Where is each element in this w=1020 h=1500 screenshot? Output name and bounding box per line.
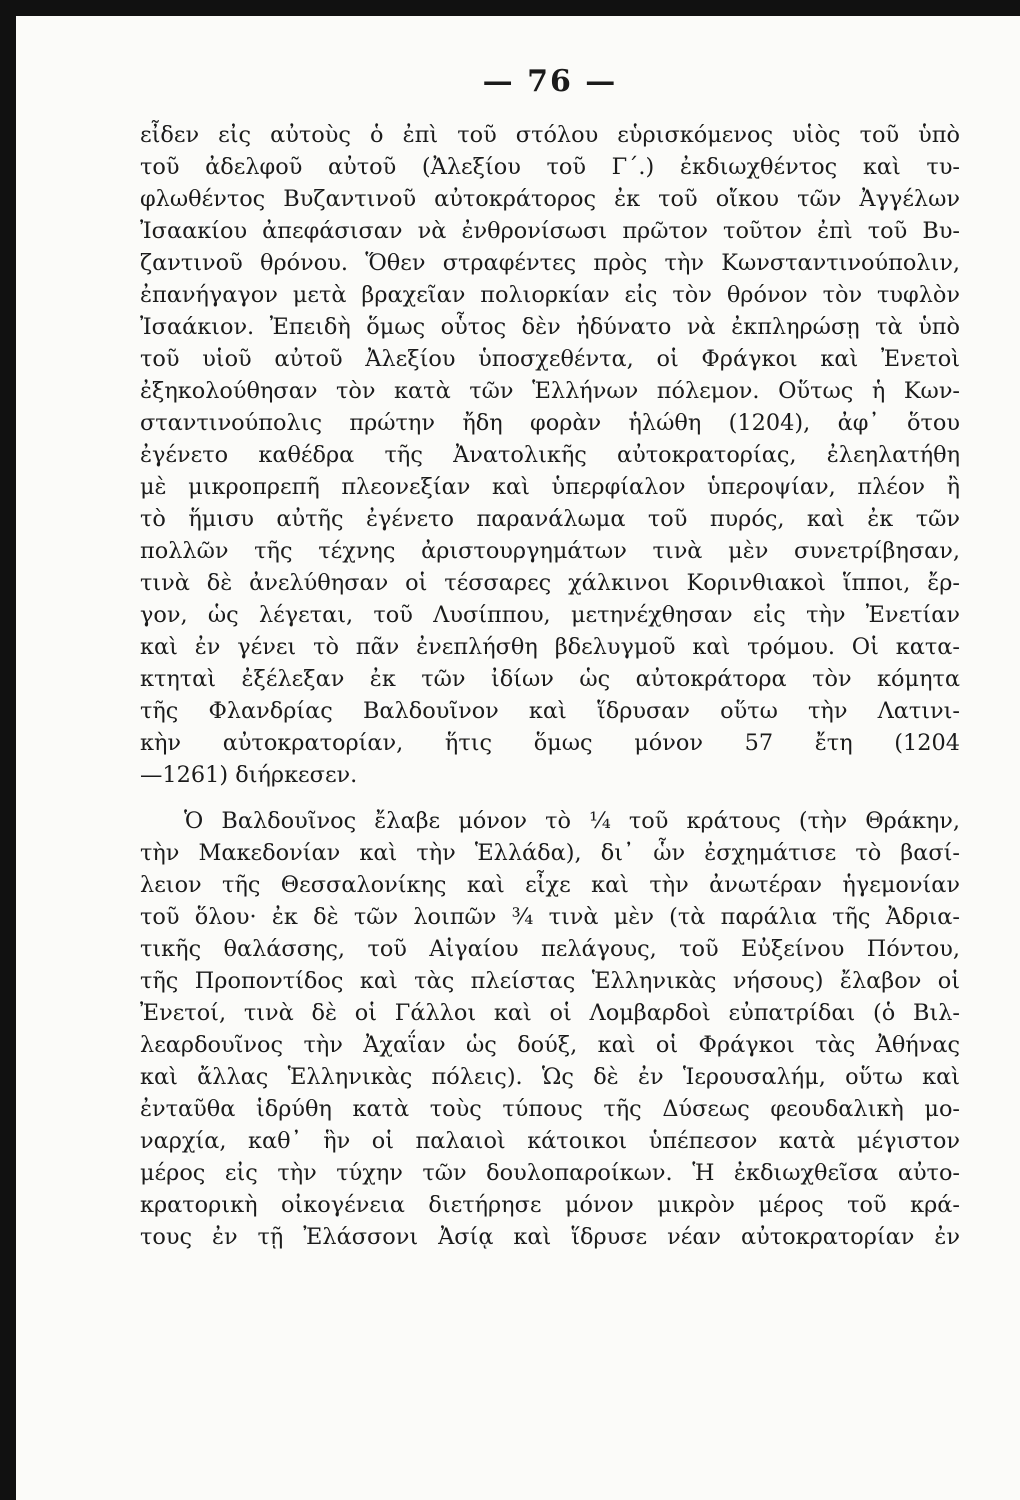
text-line: λεαρδουῖνος τὴν Ἀχαΐαν ὡς δούξ, καὶ οἱ Φράγκοι τὰς Ἀθήνας: [140, 1032, 960, 1058]
paragraph-gap: [140, 791, 960, 805]
scan-left-border: [0, 0, 16, 1500]
text-line: κρατορικὴ οἰκογένεια διετήρησε μόνον μικρὸν μέρος τοῦ κρά-: [140, 1192, 960, 1218]
text-line: τὴν Μακεδονίαν καὶ τὴν Ἑλλάδα), δι᾽ ὧν ἐσχημάτισε τὸ βασί-: [140, 840, 960, 866]
text-line: μὲ μικροπρεπῆ πλεονεξίαν καὶ ὑπερφίαλον ὑπεροψίαν, πλέον ἢ: [140, 474, 960, 500]
text-line: λειον τῆς Θεσσαλονίκης καὶ εἶχε καὶ τὴν ἀνωτέραν ἡγεμονίαν: [140, 872, 960, 898]
text-line: σταντινούπολις πρώτην ἤδη φορὰν ἡλώθη (1204), ἀφ᾽ ὅτου: [140, 410, 960, 436]
text-line: Ἰσαάκιον. Ἐπειδὴ ὅμως οὗτος δὲν ἠδύνατο νὰ ἐκπληρώσῃ τὰ ὑπὸ: [140, 314, 960, 340]
text-line: Ἰσαακίου ἀπεφάσισαν νὰ ἐνθρονίσωσι πρῶτον τοῦτον ἐπὶ τοῦ Βυ-: [140, 218, 960, 244]
text-line: καὶ ἐν γένει τὸ πᾶν ἐνεπλήσθη βδελυγμοῦ καὶ τρόμου. Οἱ κατα-: [140, 634, 960, 660]
text-line: καὶ ἄλλας Ἑλληνικὰς πόλεις). Ὡς δὲ ἐν Ἱερουσαλήμ, οὕτω καὶ: [140, 1064, 960, 1090]
text-line: ἐξηκολούθησαν τὸν κατὰ τῶν Ἑλλήνων πόλεμον. Οὕτως ἡ Κων-: [140, 378, 960, 404]
text-line: τινὰ δὲ ἀνελύθησαν οἱ τέσσαρες χάλκινοι Κορινθιακοὶ ἵπποι, ἔρ-: [140, 570, 960, 596]
text-line: —1261) διήρκεσεν.: [140, 762, 358, 788]
scan-top-border: [0, 0, 1020, 16]
text-line: τὸ ἥμισυ αὐτῆς ἐγένετο παρανάλωμα τοῦ πυρός, καὶ ἐκ τῶν: [140, 506, 960, 532]
text-line: τοῦ υἱοῦ αὐτοῦ Ἀλεξίου ὑποσχεθέντα, οἱ Φράγκοι καὶ Ἐνετοὶ: [140, 346, 960, 372]
text-line: Ὁ Βαλδουῖνος ἔλαβε μόνον τὸ ¼ τοῦ κράτους (τὴν Θράκην,: [184, 808, 960, 834]
text-line: τοῦ ἀδελφοῦ αὐτοῦ (Ἀλεξίου τοῦ Γ΄.) ἐκδιωχθέντος καὶ τυ-: [140, 154, 960, 180]
text-line: τοῦ ὅλου· ἐκ δὲ τῶν λοιπῶν ¾ τινὰ μὲν (τὰ παράλια τῆς Ἀδρια-: [140, 904, 960, 930]
text-line: τικῆς θαλάσσης, τοῦ Αἰγαίου πελάγους, τοῦ Εὐξείνου Πόντου,: [140, 936, 960, 962]
book-page: [140, 64, 960, 1253]
text-line: Ἐνετοί, τινὰ δὲ οἱ Γάλλοι καὶ οἱ Λομβαρδοὶ εὐπατρίδαι (ὁ Βιλ-: [140, 1000, 960, 1026]
text-line: πολλῶν τῆς τέχνης ἀριστουργημάτων τινὰ μὲν συνετρίβησαν,: [140, 538, 960, 564]
paragraph-2: [140, 805, 960, 1253]
page-number: — 76 —: [482, 64, 618, 99]
text-line: ἐγένετο καθέδρα τῆς Ἀνατολικῆς αὐτοκρατορίας, ἐλεηλατήθη: [140, 442, 960, 468]
text-line: φλωθέντος Βυζαντινοῦ αὐτοκράτορος ἐκ τοῦ οἴκου τῶν Ἀγγέλων: [140, 186, 960, 212]
text-line: γον, ὡς λέγεται, τοῦ Λυσίππου, μετηνέχθησαν εἰς τὴν Ἐνετίαν: [140, 602, 960, 628]
text-line: ἐπανήγαγον μετὰ βραχεῖαν πολιορκίαν εἰς τὸν θρόνον τὸν τυφλὸν: [140, 282, 960, 308]
text-line: ναρχία, καθ᾽ ἣν οἱ παλαιοὶ κάτοικοι ὑπέπεσον κατὰ μέγιστον: [140, 1128, 960, 1154]
text-line: ἐνταῦθα ἱδρύθη κατὰ τοὺς τύπους τῆς Δύσεως φεουδαλικὴ μο-: [140, 1096, 960, 1122]
text-line: εἶδεν εἰς αὐτοὺς ὁ ἐπὶ τοῦ στόλου εὑρισκόμενος υἱὸς τοῦ ὑπὸ: [140, 122, 960, 148]
text-line: μέρος εἰς τὴν τύχην τῶν δουλοπαροίκων. Ἡ ἐκδιωχθεῖσα αὐτο-: [140, 1160, 960, 1186]
paragraph-1: [140, 119, 960, 791]
text-line: κτηταὶ ἐξέλεξαν ἐκ τῶν ἰδίων ὡς αὐτοκράτορα τὸν κόμητα: [140, 666, 960, 692]
text-line: ζαντινοῦ θρόνου. Ὅθεν στραφέντες πρὸς τὴν Κωνσταντινούπολιν,: [140, 250, 960, 276]
text-line: τους ἐν τῇ Ἐλάσσονι Ἀσίᾳ καὶ ἵδρυσε νέαν αὐτοκρατορίαν ἐν: [140, 1224, 960, 1250]
text-line: τῆς Φλανδρίας Βαλδουῖνον καὶ ἵδρυσαν οὕτω τὴν Λατινι-: [140, 698, 960, 724]
text-line: τῆς Προποντίδος καὶ τὰς πλείστας Ἑλληνικὰς νήσους) ἔλαβον οἱ: [140, 968, 960, 994]
text-line: κὴν αὐτοκρατορίαν, ἥτις ὅμως μόνον 57 ἔτη (1204: [140, 730, 960, 756]
